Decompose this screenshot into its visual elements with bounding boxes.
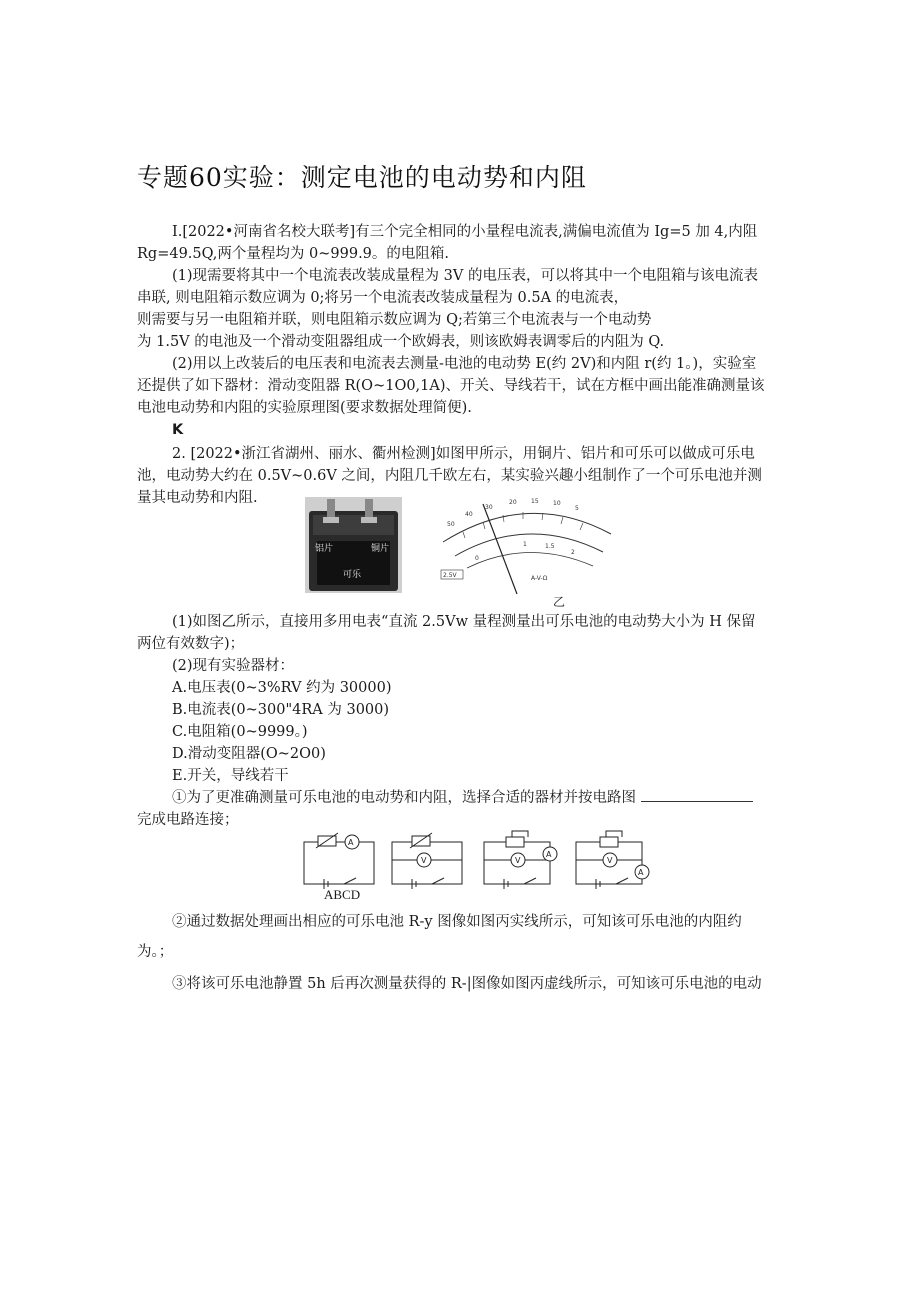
meter-mid-1-5: 1.5 (545, 543, 555, 550)
meter-2-5v-label: 2.5V (443, 572, 457, 579)
meter-tick-5: 5 (575, 505, 579, 512)
step1-line2: 完成电路连接； (137, 812, 239, 828)
meter-mid-2: 2 (571, 549, 575, 556)
svg-text:V: V (607, 856, 613, 865)
q1-part2-line3: 电池电动势和内阻的实验原理图(要求数据处理简便). (137, 400, 472, 416)
q1-part2-line2: 还提供了如下器材：滑动变阻器 R(O~1O0,1A)、开关、导线若干，试在方框中画出能准确测量该 (137, 378, 765, 394)
step2-line1: ②通过数据处理画出相应的可乐电池 R-y 图像如图丙实线所示，可知该可乐电池的内阻约 (172, 914, 742, 930)
q1-line1: I.[2022•河南省名校大联考]有三个完全相同的小量程电流表,满偏电流值为 Ig=5 加 4,内阻 (172, 224, 758, 240)
q2-line2: 池，电动势大约在 0.5V~0.6V 之间，内阻几千欧左右，某实验兴趣小组制作了一个可乐电池并测 (137, 468, 762, 484)
step2-line2: 为。； (137, 944, 174, 960)
answer-blank (641, 787, 753, 802)
step1-line1 (172, 787, 753, 809)
step1-text: ①为了更准确测量可乐电池的电动势和内阻，选择合适的器材并按电路图 (172, 790, 636, 806)
circuit-labels: ABCD (324, 887, 361, 902)
photo-label-cola: 可乐 (343, 570, 362, 580)
q1-part1-line1: (1)现需要将其中一个电流表改装成量程为 3V 的电压表，可以将其中一个电阻箱与该电流表 (172, 268, 758, 284)
q1-part1-line4: 为 1.5V 的电池及一个滑动变阻器组成一个欧姆表，则该欧姆表调零后的内阻为 Q. (137, 334, 665, 350)
svg-text:V: V (421, 856, 427, 865)
multimeter-scale-figure (433, 494, 615, 612)
photo-label-cu: 铜片 (371, 544, 390, 554)
q1-part2-line1: (2)用以上改装后的电压表和电流表去测量-电池的电动势 E(约 2V)和内阻 r(约 1。)，实验室 (172, 356, 757, 372)
q2-part1-line2: 两位有效数字)； (137, 636, 245, 652)
option-e: E.开关，导线若干 (172, 768, 289, 784)
option-a: A.电压表(0~3%RV 约为 30000) (172, 680, 392, 696)
meter-tick-30: 30 (485, 504, 493, 511)
svg-text:A: A (638, 868, 644, 877)
meter-tick-50: 50 (447, 521, 455, 528)
meter-tick-10: 10 (553, 500, 561, 507)
page-title: 专题60实验：测定电池的电动势和内阻 (137, 163, 587, 192)
svg-text:A: A (546, 850, 552, 859)
svg-text:V: V (515, 856, 521, 865)
q2-line1: 2. [2022•浙江省湖州、丽水、衢州检测]如图甲所示，用铜片、铝片和可乐可以做成可乐电 (172, 446, 755, 462)
step3-line1: ③将该可乐电池静置 5h 后再次测量获得的 R-|图像如图丙虚线所示，可知该可乐电池的电动 (172, 976, 762, 992)
circuit-b (392, 833, 462, 889)
option-c: C.电阻箱(0~9999。) (172, 724, 308, 740)
option-b: B.电流表(0~300"4RA 为 3000) (172, 702, 390, 718)
q2-part1-line1: (1)如图乙所示，直接用多用电表“直流 2.5Vw 量程测量出可乐电池的电动势大小为 H 保留 (172, 614, 756, 630)
meter-tick-20: 20 (509, 499, 517, 506)
svg-text:A: A (348, 838, 354, 847)
q2-line3: 量其电动势和内阻. (137, 490, 258, 506)
meter-tick-40: 40 (465, 511, 473, 518)
circuit-d (576, 831, 649, 889)
q2-part2: (2)现有实验器材： (172, 658, 295, 674)
meter-tick-15: 15 (531, 498, 539, 505)
q1-part1-line2: 串联, 则电阻箱示数应调为 0;将另一个电流表改装成量程为 0.5A 的电流表， (137, 290, 629, 306)
circuit-c (484, 831, 557, 889)
option-d: D.滑动变阻器(O~2O0) (172, 746, 326, 762)
cola-battery-photo (305, 497, 402, 593)
photo-label-al: 铝片 (315, 544, 334, 554)
circuit-a (304, 833, 374, 889)
figure-label-yi: 乙 (553, 595, 566, 609)
meter-avo-label: A-V-Ω (531, 575, 548, 582)
meter-mid-1: 1 (523, 541, 527, 548)
q1-answer-k: K (172, 422, 184, 438)
q1-line2: Rg=49.5Q,两个量程均为 0~999.9。的电阻箱. (137, 246, 450, 262)
meter-mid-0: 0 (475, 555, 479, 562)
q1-part1-line3: 则需要与另一电阻箱并联，则电阻箱示数应调为 Q;若第三个电流表与一个电动势 (137, 312, 652, 328)
